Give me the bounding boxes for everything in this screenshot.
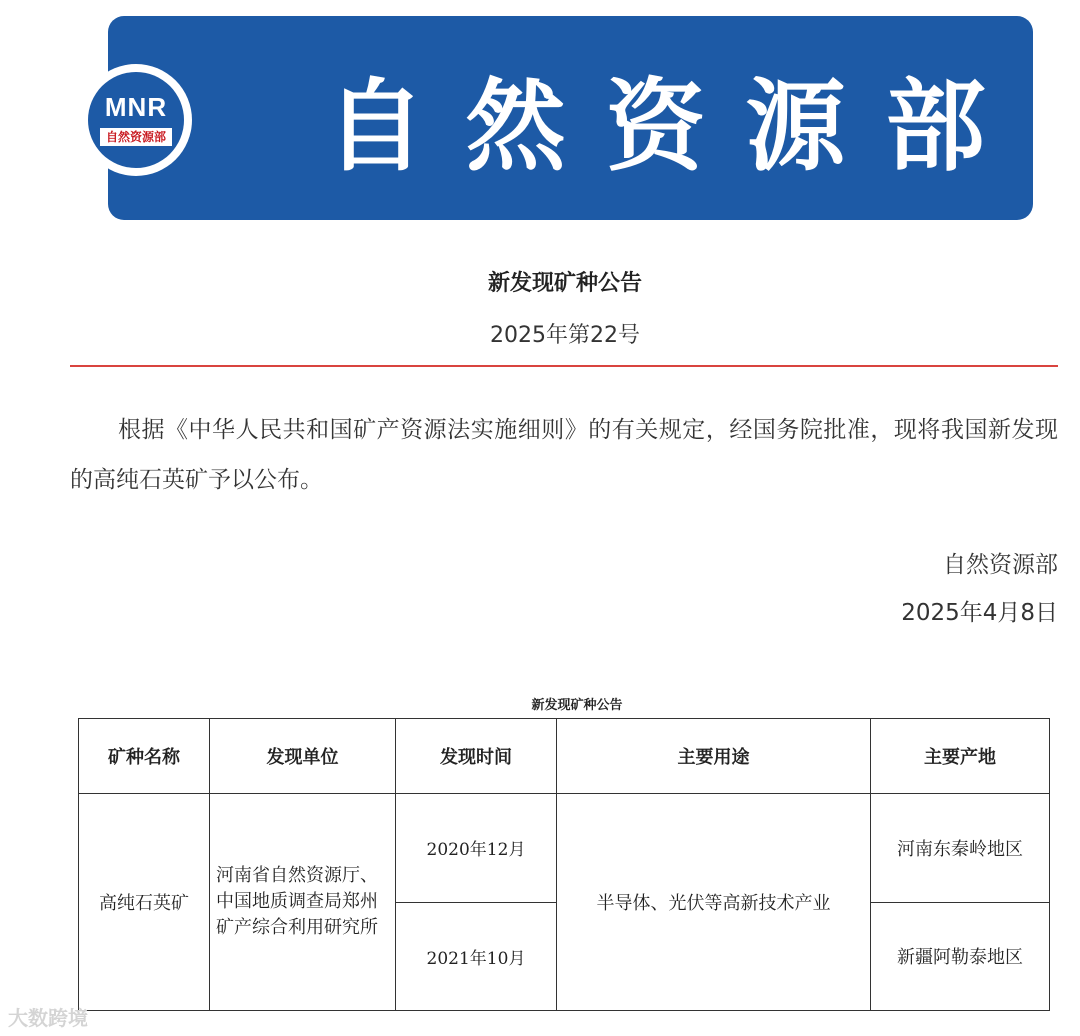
signature-date: 2025年4月8日 bbox=[901, 600, 1058, 626]
header-mineral-name: 矿种名称 bbox=[79, 719, 210, 794]
announcement-body: 根据《中华人民共和国矿产资源法实施细则》的有关规定，经国务院批准，现将我国新发现的高纯石英矿予以公布。 bbox=[70, 417, 1058, 493]
header-main-region: 主要产地 bbox=[871, 719, 1050, 794]
cell-discovery-time-2: 2021年10月 bbox=[396, 902, 557, 1011]
header-banner bbox=[108, 16, 1033, 220]
mnr-logo-subtext: 自然资源部 bbox=[100, 128, 172, 146]
mnr-logo-text: MNR bbox=[104, 92, 168, 122]
document-title: 新发现矿种公告 bbox=[487, 271, 642, 296]
mnr-logo bbox=[80, 64, 192, 176]
mineral-table bbox=[78, 718, 1050, 1011]
cell-discovery-time-1: 2020年12月 bbox=[396, 794, 557, 903]
watermark-text: 大数跨境 bbox=[8, 1006, 88, 1030]
mnr-logo-inner bbox=[88, 72, 184, 168]
table-row bbox=[79, 794, 1050, 903]
cell-discovery-unit: 河南省自然资源厅、中国地质调查局郑州矿产综合利用研究所 bbox=[210, 794, 396, 1011]
header-discovery-unit: 发现单位 bbox=[210, 719, 396, 794]
table-header-row bbox=[79, 719, 1050, 794]
cell-mineral-name: 高纯石英矿 bbox=[79, 794, 210, 1011]
header-discovery-time: 发现时间 bbox=[396, 719, 557, 794]
header-main-usage: 主要用途 bbox=[557, 719, 871, 794]
title-divider bbox=[70, 365, 1058, 367]
cell-main-usage: 半导体、光伏等高新技术产业 bbox=[557, 794, 871, 1011]
cell-region-1: 河南东秦岭地区 bbox=[871, 794, 1050, 903]
document-number: 2025年第22号 bbox=[490, 323, 640, 348]
cell-region-2: 新疆阿勒泰地区 bbox=[871, 902, 1050, 1011]
ministry-name: 自然资源部 bbox=[325, 67, 1026, 185]
signature-org: 自然资源部 bbox=[943, 552, 1058, 578]
table-caption: 新发现矿种公告 bbox=[531, 698, 623, 713]
